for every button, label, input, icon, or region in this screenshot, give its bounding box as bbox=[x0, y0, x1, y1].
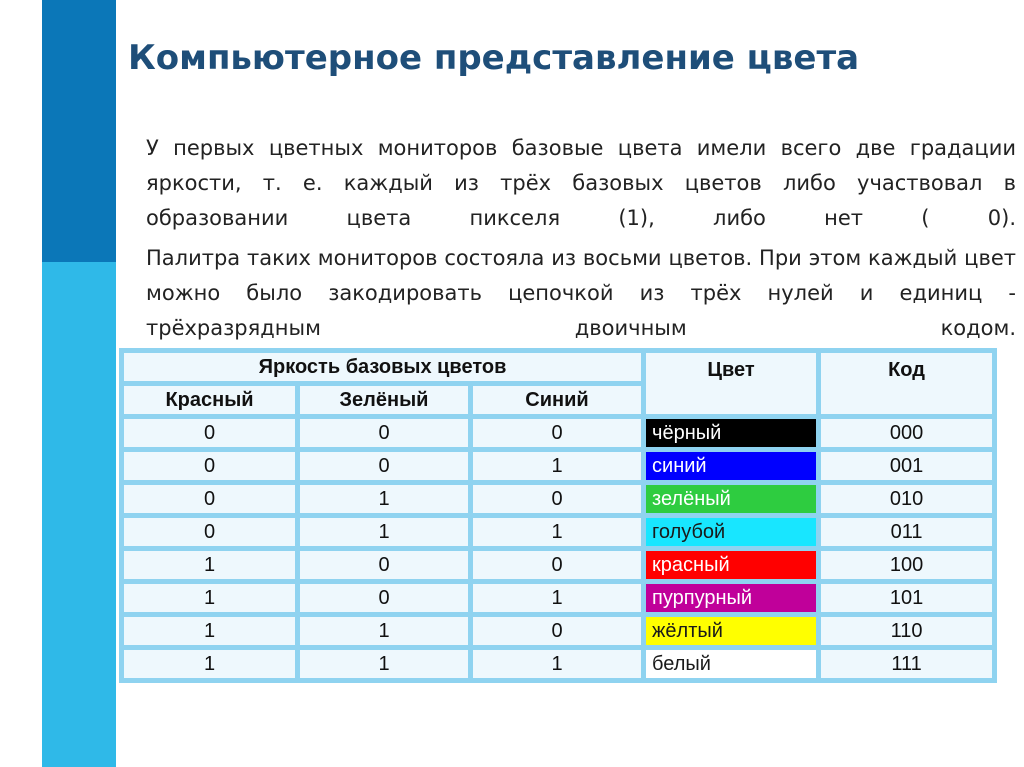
header-red: Красный bbox=[122, 384, 298, 417]
cell-red: 0 bbox=[122, 450, 298, 483]
table-row bbox=[122, 450, 995, 483]
cell-blue: 1 bbox=[471, 450, 644, 483]
table-row bbox=[122, 648, 995, 681]
cell-green: 0 bbox=[298, 417, 471, 450]
cell-blue: 1 bbox=[471, 648, 644, 681]
cell-blue: 0 bbox=[471, 483, 644, 516]
cell-code: 100 bbox=[819, 549, 995, 582]
cell-red: 0 bbox=[122, 516, 298, 549]
cell-color-name: пурпурный bbox=[644, 582, 819, 615]
cell-color-name: жёлтый bbox=[644, 615, 819, 648]
cell-code: 101 bbox=[819, 582, 995, 615]
cell-blue: 0 bbox=[471, 549, 644, 582]
header-color: Цвет bbox=[644, 351, 819, 417]
cell-color-name: чёрный bbox=[644, 417, 819, 450]
paragraph-2: Палитра таких мониторов состояла из восьми цветов. При этом каждый цвет можно было закодировать цепочкой из трёх нулей и единиц - трёхразрядным двоичным кодом. bbox=[146, 246, 1016, 340]
cell-color-name: зелёный bbox=[644, 483, 819, 516]
cell-red: 0 bbox=[122, 417, 298, 450]
table-row bbox=[122, 417, 995, 450]
table-row bbox=[122, 582, 995, 615]
cell-red: 1 bbox=[122, 615, 298, 648]
cell-green: 1 bbox=[298, 615, 471, 648]
cell-red: 1 bbox=[122, 582, 298, 615]
cell-color-name: голубой bbox=[644, 516, 819, 549]
cell-color-name: белый bbox=[644, 648, 819, 681]
header-code: Код bbox=[819, 351, 995, 417]
cell-color-name: синий bbox=[644, 450, 819, 483]
cell-code: 011 bbox=[819, 516, 995, 549]
cell-green: 1 bbox=[298, 516, 471, 549]
cell-color-name: красный bbox=[644, 549, 819, 582]
cell-blue: 0 bbox=[471, 615, 644, 648]
cell-green: 0 bbox=[298, 549, 471, 582]
table-row bbox=[122, 615, 995, 648]
cell-code: 110 bbox=[819, 615, 995, 648]
table-row bbox=[122, 516, 995, 549]
slide-title: Компьютерное представление цвета bbox=[128, 38, 860, 78]
cell-blue: 0 bbox=[471, 417, 644, 450]
header-green: Зелёный bbox=[298, 384, 471, 417]
cell-code: 010 bbox=[819, 483, 995, 516]
cell-green: 1 bbox=[298, 483, 471, 516]
cell-red: 0 bbox=[122, 483, 298, 516]
table-body bbox=[122, 417, 995, 681]
header-base-brightness: Яркость базовых цветов bbox=[122, 351, 644, 384]
cell-green: 0 bbox=[298, 582, 471, 615]
table-row bbox=[122, 483, 995, 516]
cell-code: 111 bbox=[819, 648, 995, 681]
header-blue: Синий bbox=[471, 384, 644, 417]
accent-bar-light bbox=[42, 262, 116, 767]
color-code-table bbox=[119, 348, 997, 683]
cell-blue: 1 bbox=[471, 516, 644, 549]
cell-code: 001 bbox=[819, 450, 995, 483]
cell-code: 000 bbox=[819, 417, 995, 450]
cell-green: 0 bbox=[298, 450, 471, 483]
table-row bbox=[122, 549, 995, 582]
cell-red: 1 bbox=[122, 648, 298, 681]
accent-bar-dark bbox=[42, 0, 116, 262]
cell-green: 1 bbox=[298, 648, 471, 681]
cell-blue: 1 bbox=[471, 582, 644, 615]
paragraph-1: У первых цветных мониторов базовые цвета имели всего две градации яркости, т. е. каждый из трёх базовых цветов либо участвовал в образовании цвета пикселя (1), либо нет ( 0). bbox=[146, 136, 1016, 230]
cell-red: 1 bbox=[122, 549, 298, 582]
